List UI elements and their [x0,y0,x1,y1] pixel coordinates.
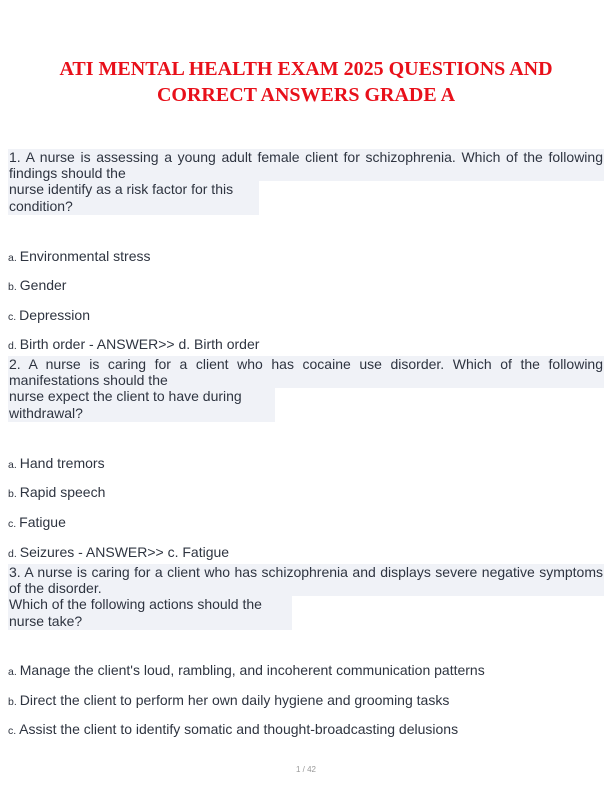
question-3-option-a: a. Manage the client's loud, rambling, and incoherent communication patterns [8,662,485,678]
question-3-stem [8,564,604,631]
page-indicator: 1 / 42 [295,765,316,774]
question-3-stem-continuation [8,596,292,630]
question-2-option-d: d. Seizures - ANSWER>> c. Fatigue [8,544,230,560]
question-3-stem-line-1: 3. A nurse is caring for a client who has schizophrenia and displays severe negative symptoms of the disorder. [9,564,603,596]
question-1-stem [8,149,604,216]
question-2-option-b: b. Rapid speech [8,484,106,500]
question-1-stem-line-1: 1. A nurse is assessing a young adult female client for schizophrenia. Which of the following findings should the [9,149,603,181]
question-2-option-c: c. Fatigue [8,514,66,530]
question-1-option-b: b. Gender [8,277,67,293]
title-line-2: CORRECT ANSWERS GRADE A [156,84,456,106]
question-2-stem-line-3: withdrawal? [9,405,83,421]
question-3-option-c: c. Assist the client to identify somatic and thought-broadcasting delusions [8,721,459,737]
question-3-stem-line-3: nurse take? [9,613,83,629]
question-2-stem-continuation [8,388,275,422]
question-1-stem-line-2: nurse identify as a risk factor for this [9,181,234,197]
question-1-stem-line-3: condition? [9,198,73,214]
document-title [0,56,612,108]
question-3-stem-line-2: Which of the following actions should the [9,596,262,612]
question-1-stem-continuation [8,181,259,215]
question-3-option-b: b. Direct the client to perform her own daily hygiene and grooming tasks [8,692,450,708]
question-2-stem-line-1: 2. A nurse is caring for a client who has cocaine use disorder. Which of the following manifestations should the [9,356,603,388]
question-2-stem [8,356,604,423]
question-1-option-c: c. Depression [8,307,90,323]
title-line-1: ATI MENTAL HEALTH EXAM 2025 QUESTIONS AND [59,58,553,80]
question-2-stem-line-2: nurse expect the client to have during [9,388,242,404]
question-1-option-d: d. Birth order - ANSWER>> d. Birth order [8,336,260,352]
question-1-option-a: a. Environmental stress [8,248,151,264]
question-2-option-a: a. Hand tremors [8,455,105,471]
